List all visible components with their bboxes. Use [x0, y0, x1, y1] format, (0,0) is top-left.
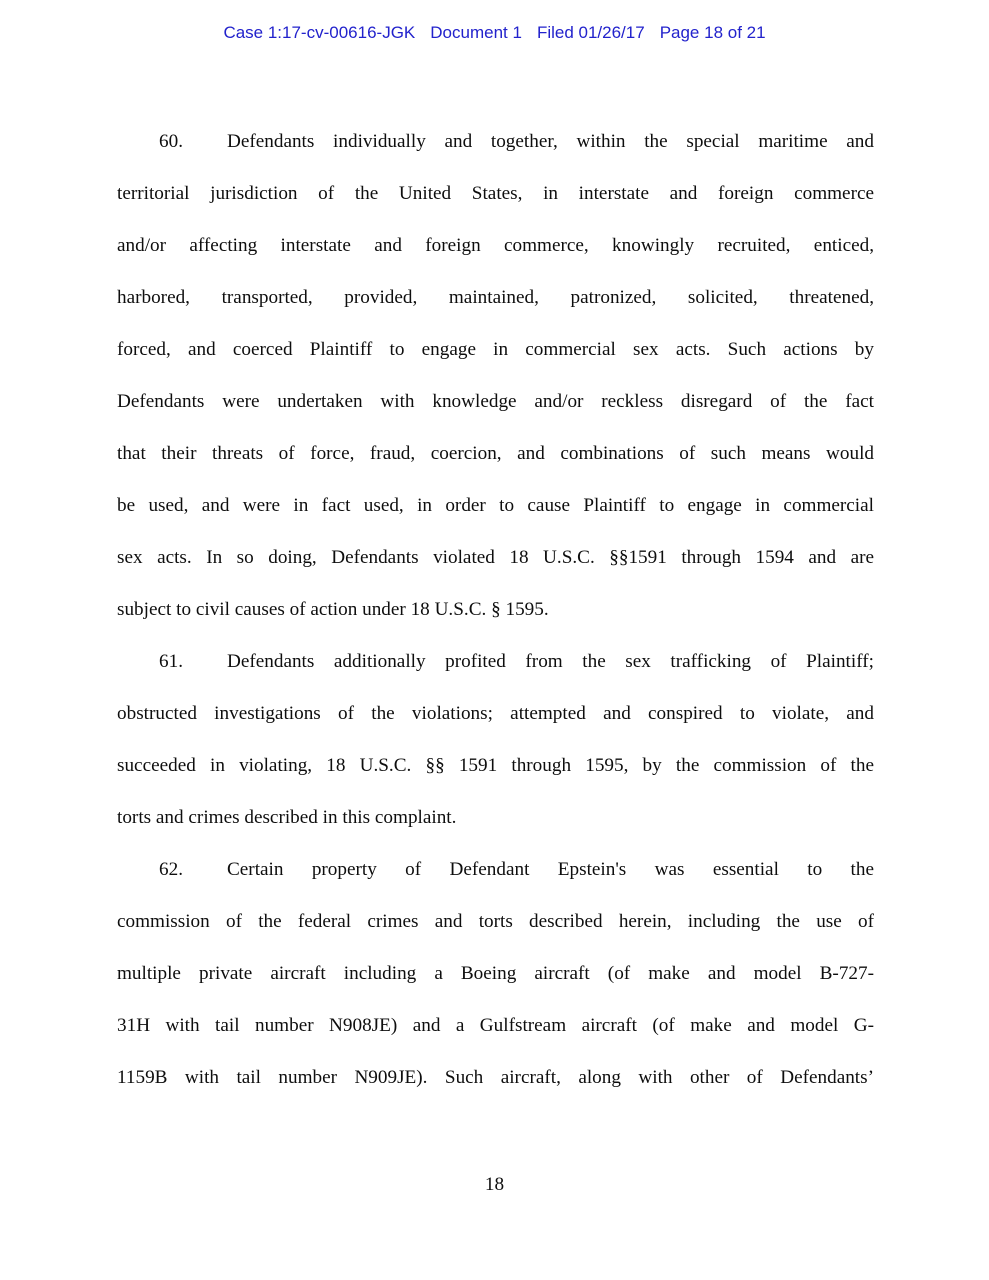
body-line: be used, and were in fact used, in order to cause Plaintiff to engage in commercial: [117, 495, 874, 516]
body-line: territorial jurisdiction of the United States, in interstate and foreign commerce: [117, 183, 874, 204]
paragraph-number: 60.: [159, 131, 183, 152]
body-line: 31H with tail number N908JE) and a Gulfstream aircraft (of make and model G-: [117, 1015, 874, 1036]
tab-spacer: [183, 666, 227, 667]
case-number: Case 1:17-cv-00616-JGK: [223, 23, 416, 42]
document-body: [117, 116, 874, 1104]
body-line: subject to civil causes of action under 18 U.S.C. § 1595.: [117, 599, 549, 620]
body-line: succeeded in violating, 18 U.S.C. §§ 1591 through 1595, by the commission of the: [117, 755, 874, 776]
body-line: 60. Defendants individually and together, within the special maritime and: [159, 131, 874, 152]
case-stamp-header: [0, 23, 989, 43]
body-line: torts and crimes described in this complaint.: [117, 807, 457, 828]
page-indicator: Page 18 of 21: [659, 23, 766, 42]
body-line: and/or affecting interstate and foreign commerce, knowingly recruited, enticed,: [117, 235, 874, 256]
paragraph-number: 61.: [159, 651, 183, 672]
document-number: Document 1: [430, 23, 522, 42]
body-line: 1159B with tail number N909JE). Such aircraft, along with other of Defendants’: [117, 1067, 874, 1088]
paragraph-number: 62.: [159, 859, 183, 880]
body-line: commission of the federal crimes and torts described herein, including the use of: [117, 911, 874, 932]
body-line: forced, and coerced Plaintiff to engage in commercial sex acts. Such actions by: [117, 339, 874, 360]
body-line: sex acts. In so doing, Defendants violated 18 U.S.C. §§1591 through 1594 and are: [117, 547, 874, 568]
body-line: obstructed investigations of the violations; attempted and conspired to violate, and: [117, 703, 874, 724]
body-line: 61. Defendants additionally profited from the sex trafficking of Plaintiff;: [159, 651, 874, 672]
body-line: 62. Certain property of Defendant Epstein's was essential to the: [159, 859, 874, 880]
filed-date: Filed 01/26/17: [536, 23, 645, 42]
page-number: 18: [484, 1174, 505, 1195]
tab-spacer: [183, 146, 227, 147]
body-line: Defendants were undertaken with knowledge and/or reckless disregard of the fact: [117, 391, 874, 412]
body-line: that their threats of force, fraud, coercion, and combinations of such means would: [117, 443, 874, 464]
body-line: harbored, transported, provided, maintained, patronized, solicited, threatened,: [117, 287, 874, 308]
tab-spacer: [183, 874, 227, 875]
body-line: multiple private aircraft including a Boeing aircraft (of make and model B-727-: [117, 963, 874, 984]
